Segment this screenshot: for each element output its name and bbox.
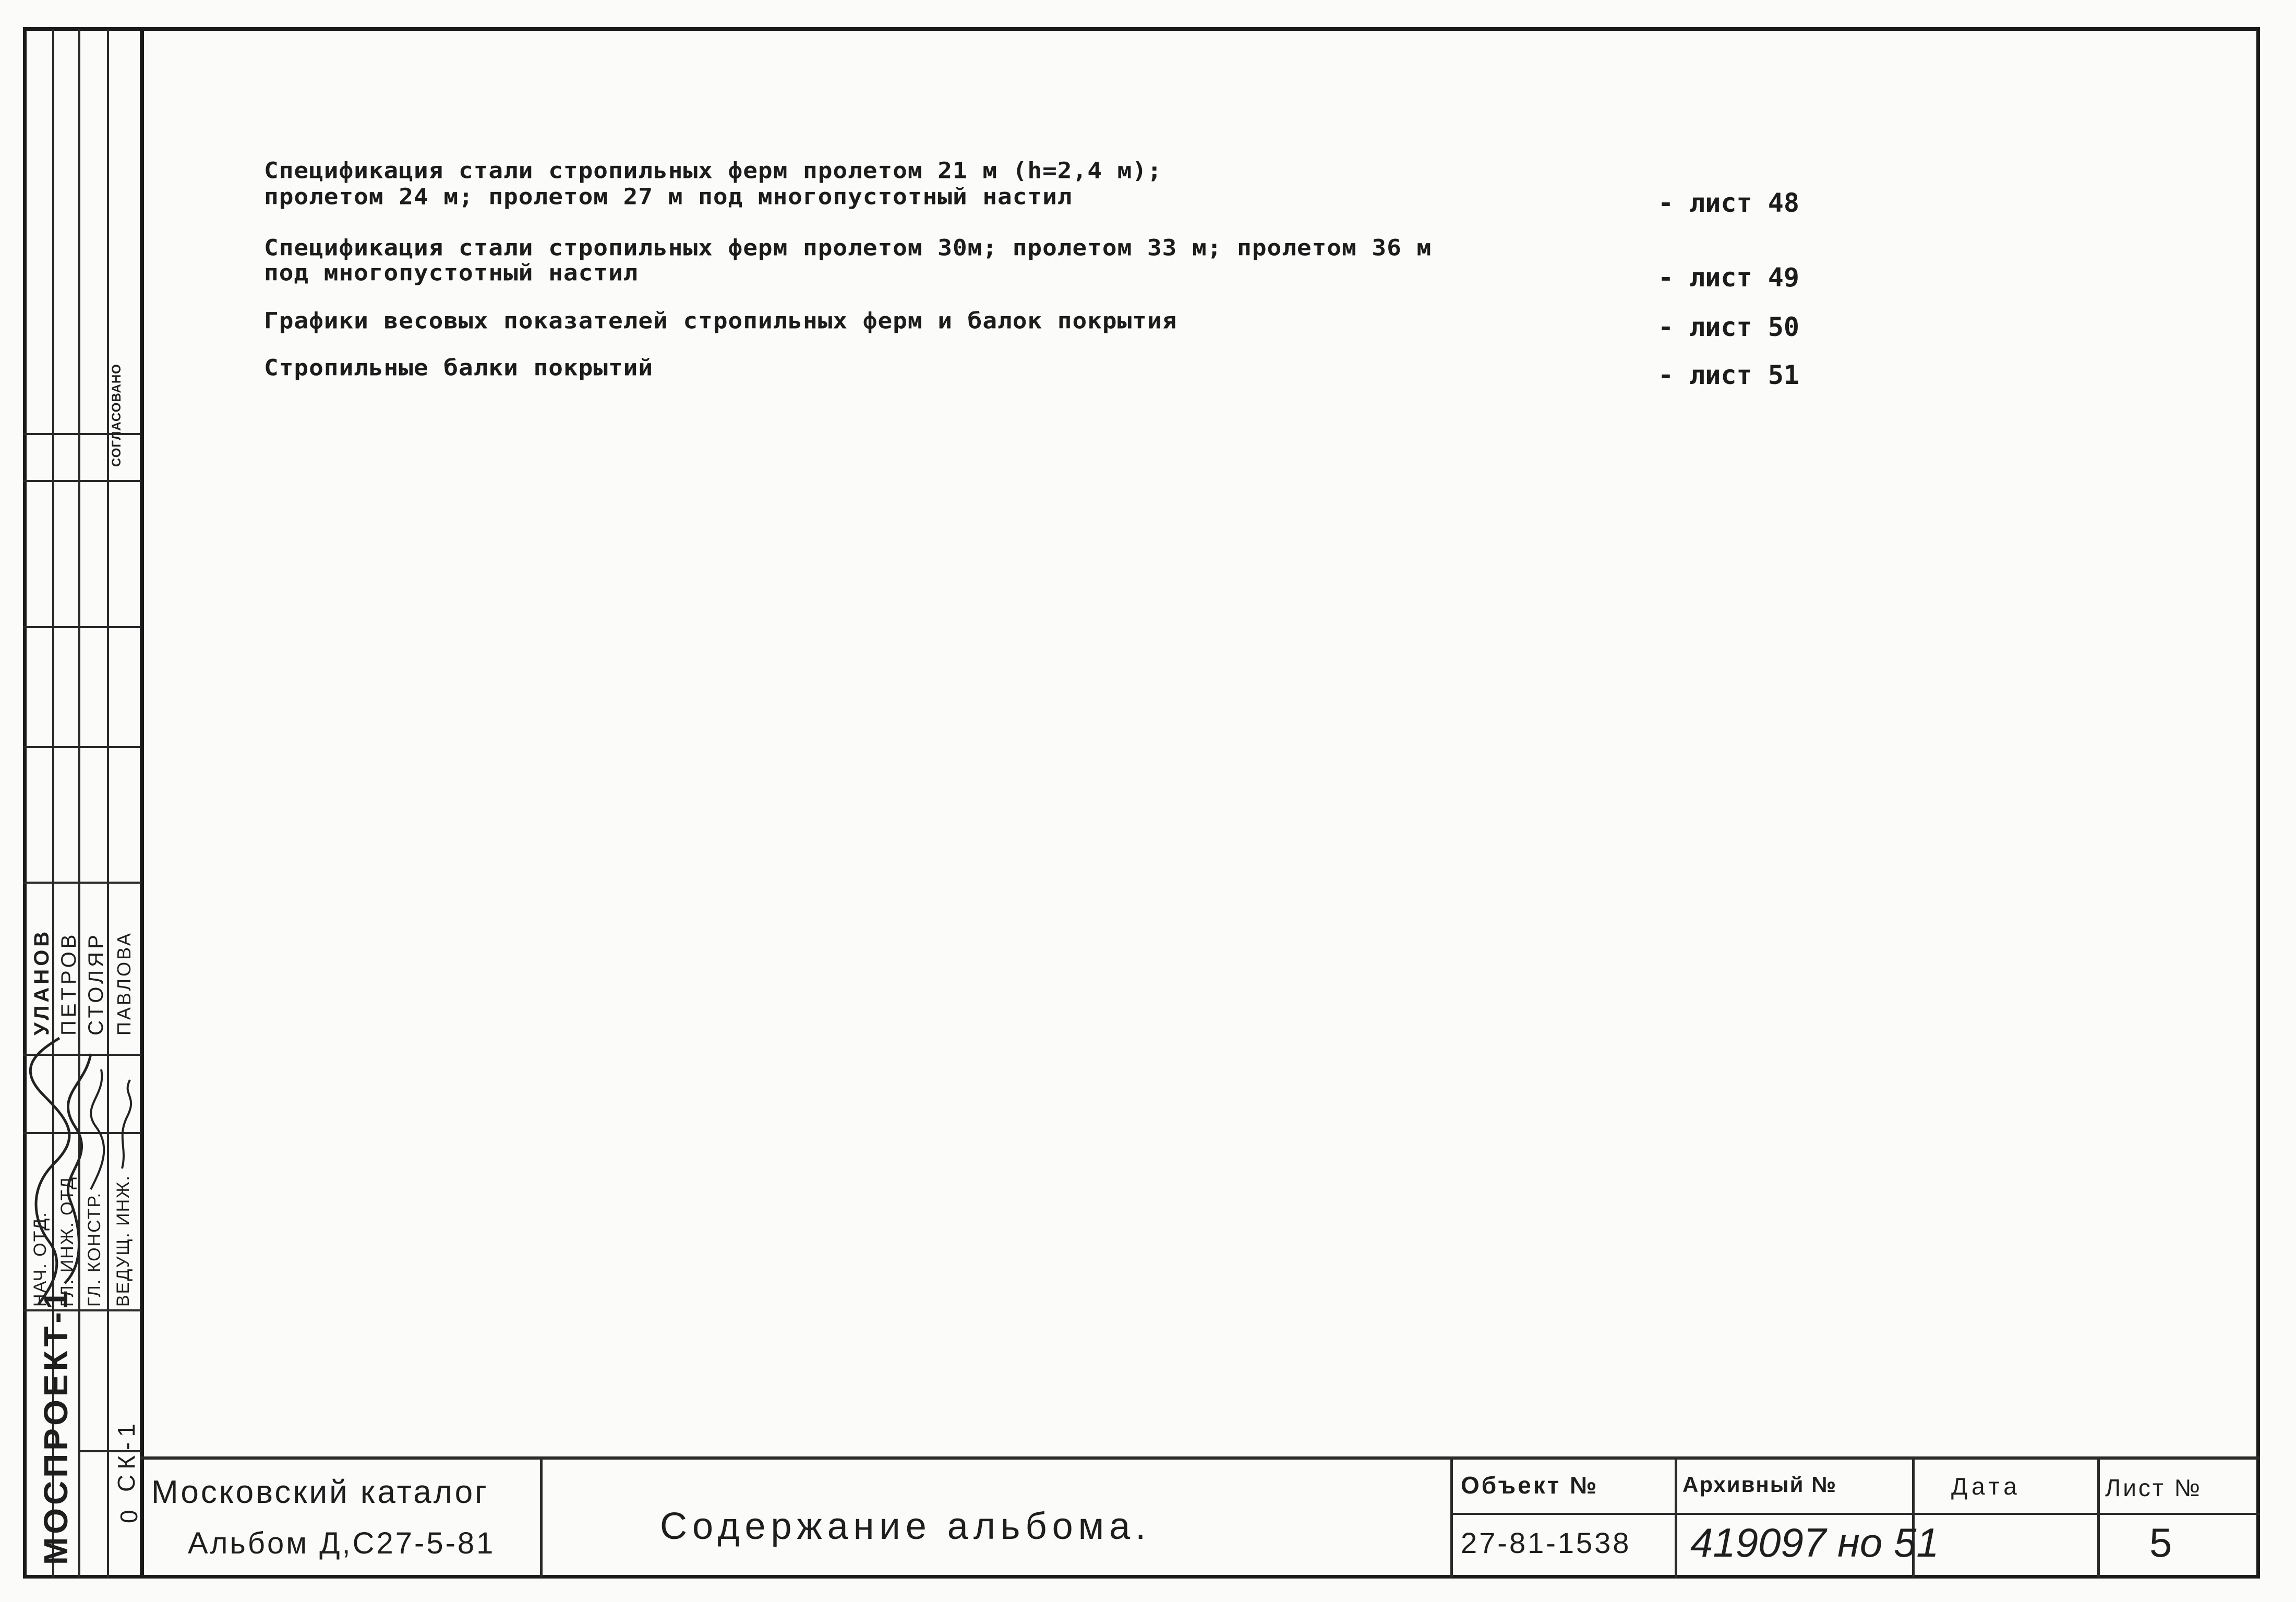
side-row-line	[23, 626, 141, 628]
contents-item-1-line-2: пролетом 24 м; пролетом 27 м под многопустотный настил	[264, 184, 1073, 210]
object-label: Объект №	[1461, 1472, 1599, 1499]
title-block-divider	[2097, 1456, 2100, 1577]
signature-3	[91, 1069, 104, 1189]
archive-number: 419097 но 51	[1690, 1520, 1939, 1565]
sheet-number: 5	[2149, 1520, 2174, 1565]
title-block-row-line	[1450, 1513, 2260, 1515]
album-code: Альбом Д,С27-5-81	[188, 1526, 496, 1560]
signature-4	[122, 1080, 131, 1169]
organization-name: МОСПРОЕКТ-1	[37, 1287, 75, 1565]
contents-item-3-sheet: - лист 50	[1658, 312, 1799, 342]
contents-item-4-line-1: Стропильные балки покрытий	[264, 355, 654, 381]
agreed-label: СОГЛАСОВАНО	[110, 364, 124, 467]
contents-item-4-sheet: - лист 51	[1658, 360, 1799, 390]
contents-item-2-line-2: под многопустотный настил	[264, 260, 639, 286]
side-column-line	[107, 29, 109, 1577]
name-pavlova: ПАВЛОВА	[113, 931, 135, 1035]
side-row-line	[23, 480, 141, 482]
side-row-line	[23, 746, 141, 748]
role-chief-designer: ГЛ. КОНСТР.	[85, 1191, 104, 1307]
contents-item-1-line-1: Спецификация стали стропильных ферм пролетом 21 м (h=2,4 м);	[264, 158, 1162, 184]
role-lead-engineer: ВЕДУЩ. ИНЖ.	[113, 1175, 133, 1307]
title-block-divider	[1450, 1456, 1453, 1577]
signature-2	[65, 1054, 91, 1283]
title-block-divider	[1675, 1456, 1677, 1577]
role-head-of-department: НАЧ. ОТД.	[30, 1211, 50, 1307]
signature-1	[30, 1038, 69, 1304]
catalog-name: Московский каталог	[151, 1474, 489, 1510]
contents-item-1-sheet: - лист 48	[1658, 188, 1799, 218]
role-chief-engineer: ГЛ. ИНЖ. ОТД.	[57, 1170, 77, 1307]
name-ulanov: УЛАНОВ	[30, 928, 53, 1035]
contents-item-2-line-1: Спецификация стали стропильных ферм пролетом 30м; пролетом 33 м; пролетом 36 м	[264, 235, 1432, 261]
contents-item-3-line-1: Графики весовых показателей стропильных ферм и балок покрытия	[264, 308, 1177, 334]
date-label: Дата	[1951, 1473, 2021, 1500]
name-stolyar: СТОЛЯР	[85, 932, 107, 1035]
side-column-line	[78, 29, 80, 1577]
side-code: СК-1	[113, 1418, 140, 1492]
signatures-area	[23, 991, 141, 1325]
object-number: 27-81-1538	[1461, 1526, 1631, 1559]
binding-margin-line	[140, 29, 144, 1577]
sheet-label: Лист №	[2105, 1474, 2203, 1501]
document-title: Содержание альбома.	[660, 1505, 1151, 1547]
archive-label: Архивный №	[1682, 1472, 1837, 1497]
title-block-top-line	[140, 1456, 2260, 1460]
side-zero: 0	[115, 1510, 142, 1523]
side-row-line	[23, 882, 141, 884]
name-petrov: ПЕТРОВ	[57, 931, 80, 1035]
contents-item-2-sheet: - лист 49	[1658, 262, 1799, 293]
title-block-divider	[540, 1456, 543, 1577]
